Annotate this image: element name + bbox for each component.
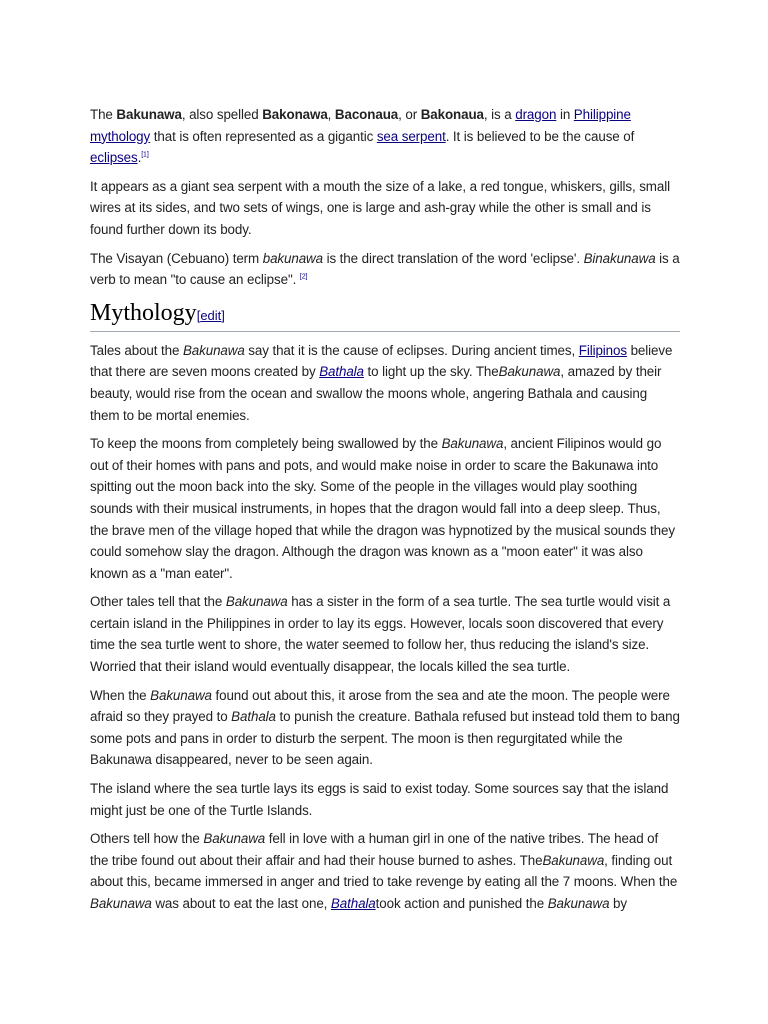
- section-heading-mythology: [90, 300, 680, 332]
- section-title: Mythology: [90, 299, 197, 326]
- text: believe that there are seven moons created by: [90, 342, 673, 380]
- text: , finding out about this, became immersed in anger and tried to take revenge by eating all the 7 moons. When the: [90, 852, 678, 890]
- text: Tales about the: [90, 342, 183, 358]
- link-bathala[interactable]: Bathala: [319, 364, 364, 380]
- italic-term: bakunawa: [262, 250, 323, 266]
- text: .: [137, 150, 142, 166]
- edit-link[interactable]: edit: [200, 307, 222, 323]
- mythology-paragraph-2: [90, 433, 680, 584]
- italic-term: Bakunawa: [90, 896, 152, 911]
- text: by: [609, 896, 628, 911]
- italic-term: Bakunawa: [441, 436, 504, 452]
- italic-term: Bakunawa: [547, 896, 610, 911]
- text: To keep the moons from completely being swallowed by the: [90, 436, 442, 452]
- link-sea-serpent[interactable]: sea serpent: [376, 128, 446, 144]
- text: is a verb to mean "to cause an eclipse".: [90, 250, 680, 288]
- mythology-paragraph-1: [90, 340, 680, 426]
- text: to light up the sky. The: [363, 364, 499, 380]
- italic-term: Bakunawa: [225, 594, 288, 610]
- italic-term: Bakunawa: [182, 342, 245, 358]
- bold-term-baconaua: Baconaua: [334, 107, 399, 122]
- text: has a sister in the form of a sea turtle. The sea turtle would visit a certain island in the Philippines in order to lay its eggs. However, locals soon discovered that every time the sea turtle went to shore, the water seemed to follow her, thus reducing the island's size. Worried that their island would eventually disappear, the locals killed the sea turtle.: [90, 594, 671, 675]
- text: is the direct translation of the word 'eclipse'.: [322, 250, 584, 266]
- article-body: [90, 104, 680, 922]
- text: in: [556, 107, 574, 122]
- bold-term-bakunawa: Bakunawa: [116, 107, 182, 122]
- etymology-paragraph: [90, 248, 680, 291]
- text: Others tell how the: [90, 831, 204, 847]
- text: , or: [398, 107, 421, 122]
- link-eclipses[interactable]: eclipses: [90, 150, 138, 166]
- mythology-paragraph-5: The island where the sea turtle lays its eggs is said to exist today. Some sources say that the island might just be one of the Turtle Islands.: [90, 781, 669, 818]
- description-paragraph: It appears as a giant sea serpent with a mouth the size of a lake, a red tongue, whiskers, gills, small wires at its sides, and two sets of wings, one is large and ash-gray while the other is small and is found further down its body.: [90, 178, 670, 237]
- text: fell in love with a human girl in one of the native tribes. The head of the tribe found out about their affair and had their house burned to ashes. The: [90, 831, 659, 868]
- text: , also spelled: [181, 107, 263, 122]
- citation-1[interactable]: [1]: [141, 151, 149, 159]
- text: found out about this, it arose from the sea and ate the moon. The people were afraid so they prayed to: [90, 687, 670, 725]
- italic-term: Bakunawa: [542, 852, 605, 868]
- text: The Visayan (Cebuano) term: [90, 250, 263, 266]
- link-bathala[interactable]: Bathala: [330, 896, 376, 911]
- text: , ancient Filipinos would go out of their homes with pans and pots, and would make noise in order to scare the Bakunawa into spitting out the moon back into the sky. Some of the people in the villages would play soothing sounds with their musical instruments, in hopes that the dragon would fall into a deep sleep. Thus, the brave men of the village hoped that while the dragon was hypnotized by the musical sounds they could somehow slay the dragon. Although the dragon was known as a "moon eater" it was also known as a "man eater".: [90, 436, 675, 581]
- text: Other tales tell that the: [90, 594, 226, 610]
- text: , amazed by their beauty, would rise from the ocean and swallow the moons whole, angering Bathala and causing them to be mortal enemies.: [90, 364, 662, 423]
- italic-term: Binakunawa: [583, 250, 656, 266]
- citation-2[interactable]: [2]: [299, 273, 308, 281]
- mythology-paragraph-3: [90, 591, 680, 677]
- intro-paragraph: [90, 104, 680, 169]
- text: took action and punished the: [375, 896, 548, 911]
- link-filipinos[interactable]: Filipinos: [578, 342, 627, 358]
- text: was about to eat the last one,: [151, 896, 331, 911]
- italic-term: Bakunawa: [498, 364, 561, 380]
- mythology-paragraph-4: [90, 685, 680, 771]
- text: to punish the creature. Bathala refused but instead told them to bang some pots and pans in order to disturb the serpent. The moon is then regurgitated while the Bakunawa disappeared, never to be seen again.: [90, 709, 680, 768]
- italic-term: Bakunawa: [203, 831, 266, 847]
- text: . It is believed to be the cause of: [445, 128, 635, 144]
- text: ,: [327, 107, 335, 122]
- bold-term-bakonaua: Bakonaua: [420, 107, 484, 122]
- text: say that it is the cause of eclipses. During ancient times,: [244, 342, 579, 358]
- link-philippine-mythology[interactable]: Philippine mythology: [90, 107, 631, 144]
- text: The: [90, 107, 117, 122]
- bold-term-bakonawa: Bakonawa: [262, 107, 328, 122]
- italic-term: Bakunawa: [150, 687, 212, 703]
- italic-term: Bathala: [231, 709, 276, 725]
- section-edit: [197, 308, 225, 323]
- edit-bracket-close: ]: [221, 307, 225, 323]
- text: that is often represented as a gigantic: [150, 128, 377, 144]
- mythology-paragraph-6: [90, 828, 680, 914]
- text: , is a: [483, 107, 516, 122]
- edit-bracket-open: [: [196, 307, 201, 323]
- text: When the: [90, 687, 151, 703]
- link-dragon[interactable]: dragon: [515, 107, 557, 122]
